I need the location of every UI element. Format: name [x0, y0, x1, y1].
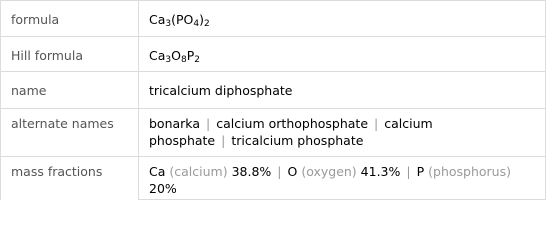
- formula-label: formula: [1, 1, 139, 37]
- alternate-name-item: calcium phosphate: [149, 116, 433, 148]
- separator: |: [221, 133, 226, 148]
- mass-fraction-item: Ca (calcium) 38.8%: [149, 164, 272, 179]
- formula-value: $Ca_3(PO_4)_2$: [149, 12, 210, 29]
- separator: |: [277, 164, 282, 179]
- row-name: [1, 72, 545, 109]
- alternate-name-item: tricalcium phosphate: [231, 133, 364, 148]
- mass-fractions-label: mass fractions: [1, 157, 139, 201]
- row-formula: [1, 1, 545, 37]
- mass-fraction-item: O (oxygen) 41.3%: [287, 164, 401, 179]
- row-hill-formula: [1, 37, 545, 72]
- alternate-names-value: [139, 109, 546, 157]
- name-label: name: [1, 72, 139, 109]
- hill-formula-value: $Ca_3O_8P_2$: [139, 37, 546, 72]
- separator: |: [406, 164, 411, 179]
- mass-fractions-value: [139, 157, 546, 201]
- row-alternate-names: [1, 109, 545, 157]
- alternate-names-label: alternate names: [1, 109, 139, 157]
- separator: |: [374, 116, 379, 131]
- mass-fraction-item: P (phosphorus) 20%: [149, 164, 511, 196]
- row-mass-fractions: [1, 157, 545, 201]
- hill-formula-label: Hill formula: [1, 37, 139, 72]
- alternate-name-item: bonarka: [149, 116, 200, 131]
- alternate-name-item: calcium orthophosphate: [216, 116, 369, 131]
- properties-table: [1, 1, 545, 200]
- name-value: tricalcium diphosphate: [139, 72, 546, 109]
- separator: |: [205, 116, 211, 131]
